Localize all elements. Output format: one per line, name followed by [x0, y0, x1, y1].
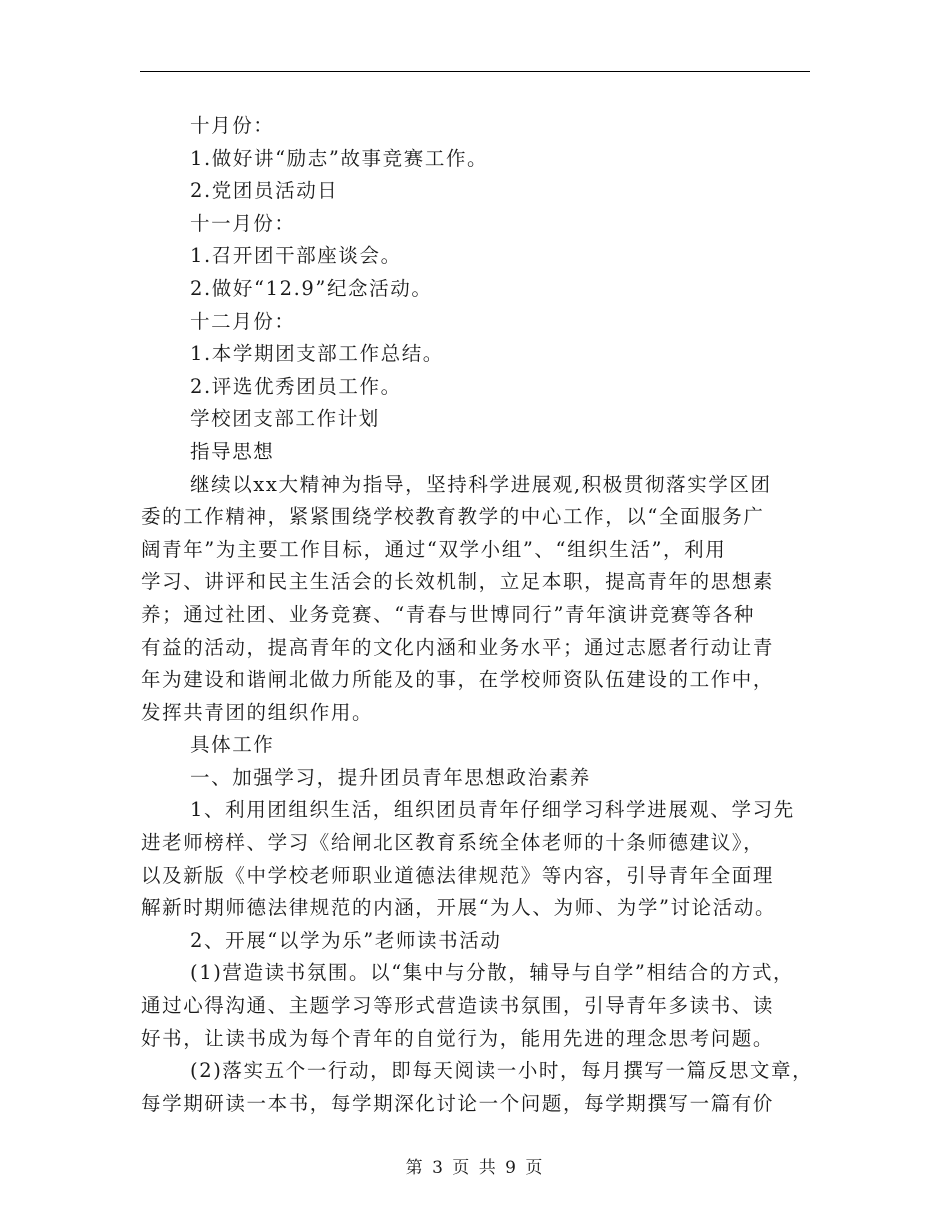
text-line: 有益的活动，提高青年的文化内涵和业务水平；通过志愿者行动让青 — [141, 635, 775, 659]
text-line: 学校团支部工作计划 — [190, 407, 380, 431]
text-line: 2.党团员活动日 — [190, 179, 339, 203]
text-line: 阔青年”为主要工作目标，通过“双学小组”、“组织生活”，利用 — [141, 537, 727, 561]
text-line: 一、加强学习，提升团员青年思想政治素养 — [190, 765, 591, 789]
text-line: 2、开展“以学为乐”老师读书活动 — [190, 928, 502, 952]
text-line: 以及新版《中学校老师职业道德法律规范》等内容，引导青年全面理 — [141, 863, 775, 887]
text-line: 十月份： — [190, 114, 275, 137]
header-rule — [140, 71, 810, 72]
text-line: 1.本学期团支部工作总结。 — [190, 342, 444, 366]
document-body — [141, 110, 821, 1120]
text-line: 2.做好“12.9”纪念活动。 — [190, 276, 433, 300]
text-line: (1)营造读书氛围。以“集中与分散，辅导与自学”相结合的方式， — [190, 961, 795, 985]
text-line: 1、利用团组织生活，组织团员青年仔细学习科学进展观、学习先 — [190, 798, 795, 822]
text-line: 十一月份： — [190, 211, 296, 235]
text-line: 解新时期师德法律规范的内涵，开展“为人、为师、为学”讨论活动。 — [141, 896, 777, 920]
text-line: 1.召开团干部座谈会。 — [190, 244, 402, 268]
text-line: 好书，让读书成为每个青年的自觉行为，能用先进的理念思考问题。 — [141, 1026, 775, 1050]
text-line: 学习、讲评和民主生活会的长效机制，立足本职，提高青年的思想素 — [141, 570, 775, 594]
text-line: (2)落实五个一行动，即每天阅读一小时，每月撰写一篇反思文章， — [190, 1059, 814, 1083]
text-line: 具体工作 — [190, 733, 275, 757]
text-line: 通过心得沟通、主题学习等形式营造读书氛围，引导青年多读书、读 — [141, 994, 775, 1018]
text-line: 2.评选优秀团员工作。 — [190, 374, 402, 398]
text-line: 发挥共青团的组织作用。 — [141, 700, 374, 724]
text-line: 养；通过社团、业务竞赛、“青春与世博同行”青年演讲竞赛等各种 — [141, 602, 755, 626]
text-line: 年为建设和谐闸北做力所能及的事，在学校师资队伍建设的工作中， — [141, 668, 775, 692]
text-line: 指导思想 — [190, 439, 275, 463]
text-line: 每学期研读一本书，每学期深化讨论一个问题，每学期撰写一篇有价 — [141, 1091, 775, 1115]
text-line: 十二月份： — [190, 309, 296, 333]
text-line: 进老师榜样、学习《给闸北区教育系统全体老师的十条师德建议》， — [141, 831, 765, 855]
text-line: 委的工作精神，紧紧围绕学校教育教学的中心工作，以“全面服务广 — [141, 505, 765, 529]
text-line: 1.做好讲“励志”故事竞赛工作。 — [190, 146, 489, 170]
page-number: 第 3 页 共 9 页 — [405, 1158, 545, 1178]
text-line: 继续以xx大精神为指导，坚持科学进展观,积极贯彻落实学区团 — [190, 472, 772, 496]
